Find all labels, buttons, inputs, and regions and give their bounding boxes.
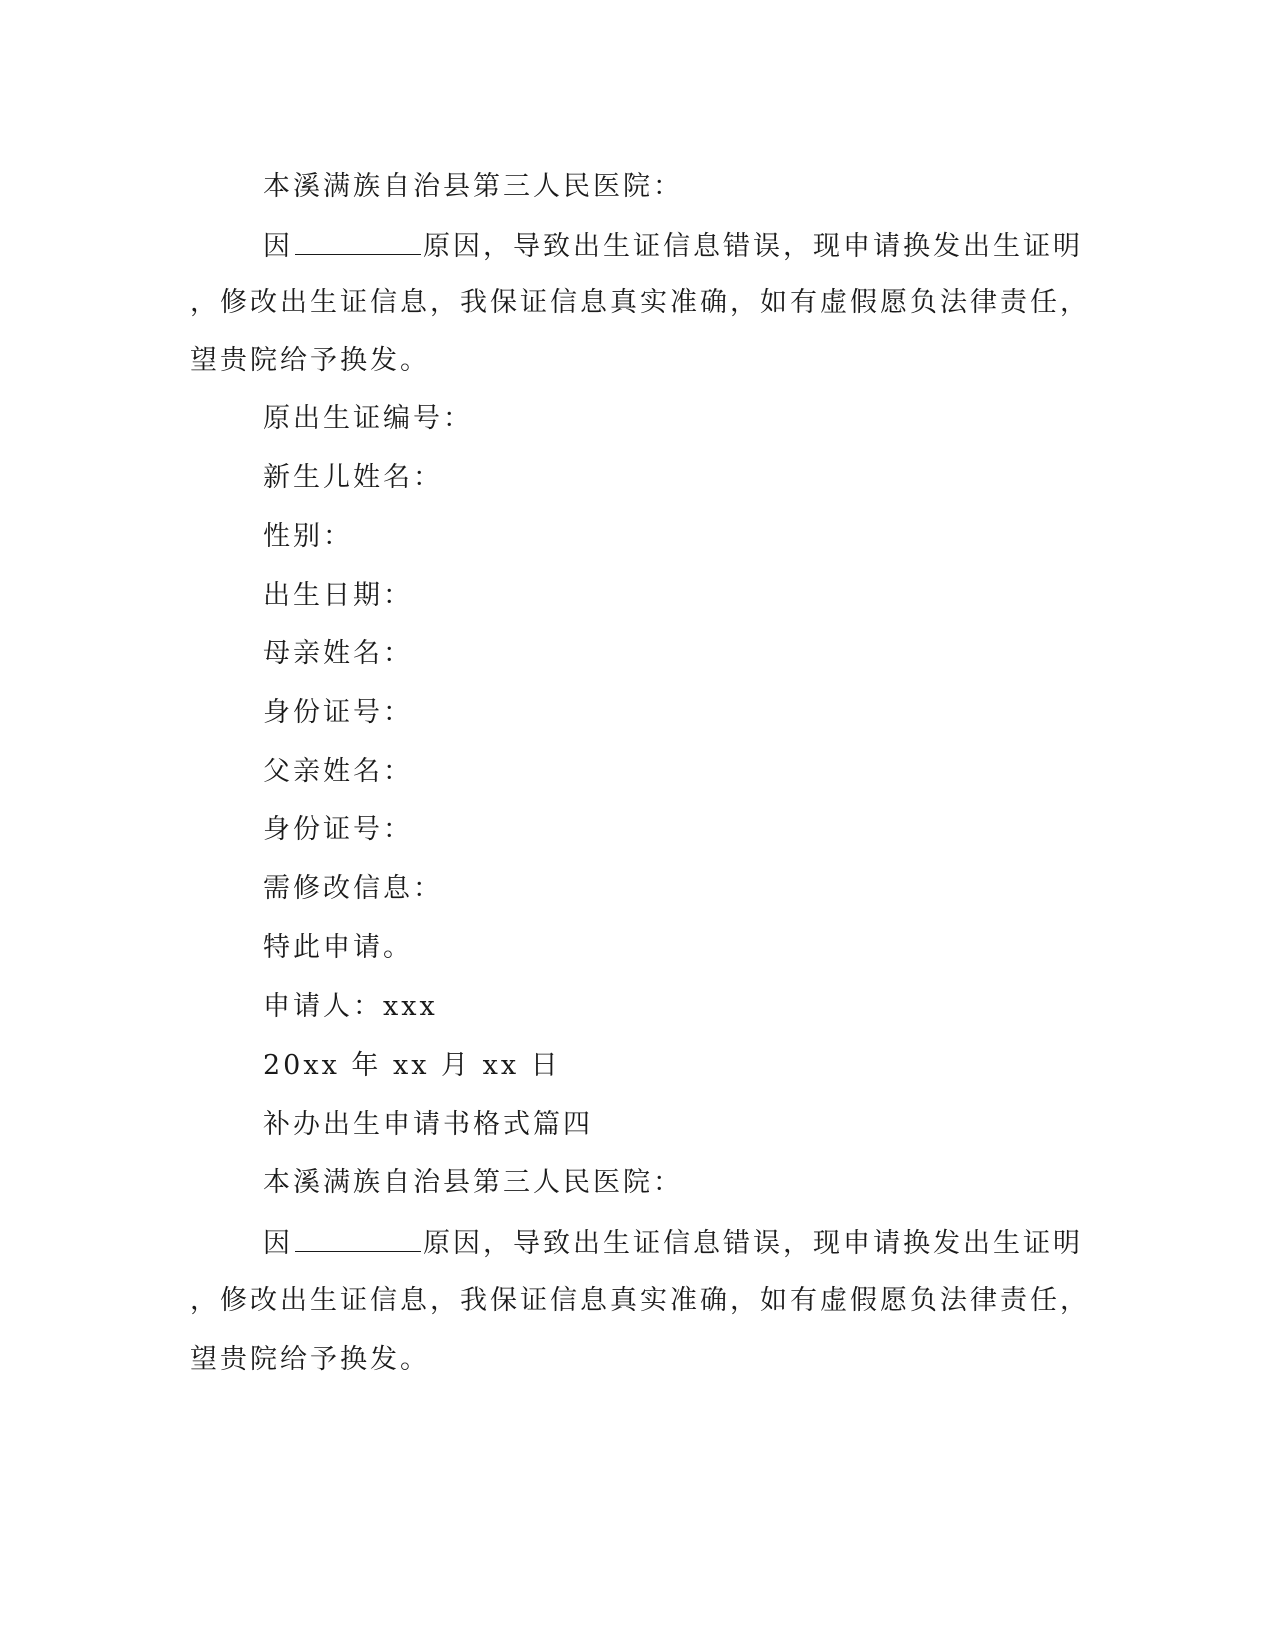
field-mother-id: 身份证号： <box>263 697 413 728</box>
closing-line: 特此申请。 <box>263 932 413 963</box>
reason-line-1 <box>263 228 1083 264</box>
fill-in-blank <box>295 1225 421 1252</box>
fill-in-blank <box>295 228 421 255</box>
reason-text: 原因，导致出生证信息错误，现申请换发出生证明 <box>423 1228 1083 1259</box>
reason-text: 原因，导致出生证信息错误，现申请换发出生证明 <box>423 231 1083 262</box>
field-mother-name: 母亲姓名： <box>263 638 413 669</box>
reason-line-3-repeat: 望贵院给予换发。 <box>190 1344 430 1375</box>
date-line: 20xx 年 xx 月 xx 日 <box>263 1050 561 1081</box>
reason-prefix: 因 <box>263 231 293 262</box>
reason-line-2: ，修改出生证信息，我保证信息真实准确，如有虚假愿负法律责任， <box>190 287 1090 318</box>
field-birth-date: 出生日期： <box>263 580 413 611</box>
field-newborn-name: 新生儿姓名： <box>263 462 443 493</box>
field-gender: 性别： <box>263 521 353 552</box>
reason-line-3: 望贵院给予换发。 <box>190 345 430 376</box>
field-father-id: 身份证号： <box>263 814 413 845</box>
reason-line-2-repeat: ，修改出生证信息，我保证信息真实准确，如有虚假愿负法律责任， <box>190 1285 1090 1316</box>
reason-line-1-repeat <box>263 1225 1083 1261</box>
applicant-line: 申请人：xxx <box>263 991 438 1022</box>
field-original-cert-number: 原出生证编号： <box>263 403 473 434</box>
addressee-line: 本溪满族自治县第三人民医院： <box>263 171 683 202</box>
section-heading: 补办出生申请书格式篇四 <box>263 1109 593 1140</box>
field-info-to-modify: 需修改信息： <box>263 873 443 904</box>
addressee-line-2: 本溪满族自治县第三人民医院： <box>263 1167 683 1198</box>
field-father-name: 父亲姓名： <box>263 756 413 787</box>
reason-prefix: 因 <box>263 1228 293 1259</box>
